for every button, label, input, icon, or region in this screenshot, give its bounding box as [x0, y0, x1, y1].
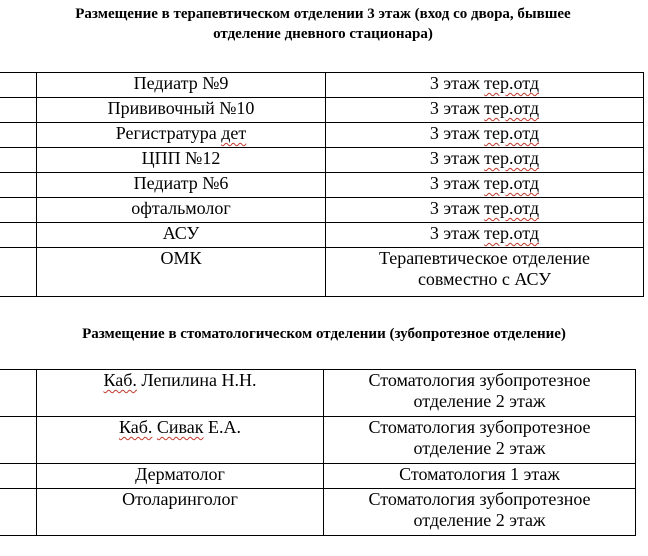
spellcheck-mark: тер.отд [484, 223, 540, 243]
spellcheck-mark: тер.отд [484, 198, 540, 218]
room-name-cell: офтальмолог [37, 198, 326, 223]
row-number-cell [0, 98, 37, 123]
location-cell: Стоматология 1 этаж [324, 464, 636, 489]
table-row [0, 248, 644, 297]
table-row [0, 98, 644, 123]
location-cell: 3 этаж тер.отд [326, 148, 644, 173]
section-1-heading-line-2: отделение дневного стационара) [213, 26, 433, 42]
location-cell [326, 248, 644, 297]
table-row [0, 123, 644, 148]
section-2-heading: Размещение в стоматологическом отделении (зубопротезное отделение) [82, 326, 566, 342]
row-number-cell [0, 173, 37, 198]
spellcheck-mark: тер.отд [484, 148, 540, 168]
location-cell: 3 этаж тер.отд [326, 173, 644, 198]
location-line-1: Стоматология зубопротезное [368, 417, 591, 437]
location-cell: 3 этаж тер.отд [326, 198, 644, 223]
location-line-2: отделение 2 этаж [413, 438, 546, 458]
spellcheck-mark: дет [221, 123, 247, 143]
location-cell: 3 этаж тер.отд [326, 223, 644, 248]
location-cell: 3 этаж тер.отд [326, 123, 644, 148]
table-row [0, 489, 636, 536]
location-line-1: Стоматология зубопротезное [368, 489, 591, 509]
therapy-department-table [0, 72, 644, 297]
location-line-1: Стоматология зубопротезное [368, 370, 591, 390]
spellcheck-mark: тер.отд [484, 173, 540, 193]
room-name-cell: Педиатр №6 [37, 173, 326, 198]
row-number-cell [0, 198, 37, 223]
table-row [0, 173, 644, 198]
dental-department-table [0, 369, 636, 536]
location-line-1: Терапевтическое отделение [378, 248, 590, 268]
room-name-cell: ОМК [37, 248, 326, 297]
room-name-cell: АСУ [37, 223, 326, 248]
section-1-heading-line-1: Размещение в терапевтическом отделении 3 этаж (вход со двора, бывшее [75, 6, 571, 22]
location-line-2: отделение 2 этаж [413, 391, 546, 411]
location-line-2: отделение 2 этаж [413, 510, 546, 530]
table-row [0, 464, 636, 489]
table-row [0, 73, 644, 98]
spellcheck-mark: Сивак [156, 417, 204, 437]
table-row [0, 417, 636, 464]
spellcheck-mark: тер.отд [484, 123, 540, 143]
spellcheck-mark: Каб. [103, 370, 137, 390]
location-cell: 3 этаж тер.отд [326, 73, 644, 98]
location-cell [324, 417, 636, 464]
row-number-cell [0, 489, 37, 536]
location-cell: 3 этаж тер.отд [326, 98, 644, 123]
row-number-cell [0, 464, 37, 489]
row-number-cell [0, 417, 37, 464]
row-number-cell [0, 223, 37, 248]
room-name-cell: ЦПП №12 [37, 148, 326, 173]
room-name-cell: Каб. Лепилина Н.Н. [37, 370, 324, 417]
row-number-cell [0, 123, 37, 148]
row-number-cell [0, 148, 37, 173]
room-name-cell: Каб. Сивак Е.А. [37, 417, 324, 464]
room-name-cell: Педиатр №9 [37, 73, 326, 98]
table-row [0, 198, 644, 223]
table-row [0, 148, 644, 173]
location-cell [324, 370, 636, 417]
room-name-cell: Дерматолог [37, 464, 324, 489]
row-number-cell [0, 248, 37, 297]
section-1-heading [0, 4, 646, 44]
room-name-cell: Отоларинголог [37, 489, 324, 536]
room-name-cell: Регистратура дет [37, 123, 326, 148]
spellcheck-mark: Каб. [118, 417, 153, 437]
table-row [0, 223, 644, 248]
location-line-2: совместно с АСУ [417, 269, 552, 289]
row-number-cell [0, 370, 37, 417]
spellcheck-mark: тер.отд [484, 98, 540, 118]
location-cell [324, 489, 636, 536]
spellcheck-mark: тер.отд [484, 73, 540, 93]
room-name-cell: Прививочный №10 [37, 98, 326, 123]
table-row [0, 370, 636, 417]
row-number-cell [0, 73, 37, 98]
